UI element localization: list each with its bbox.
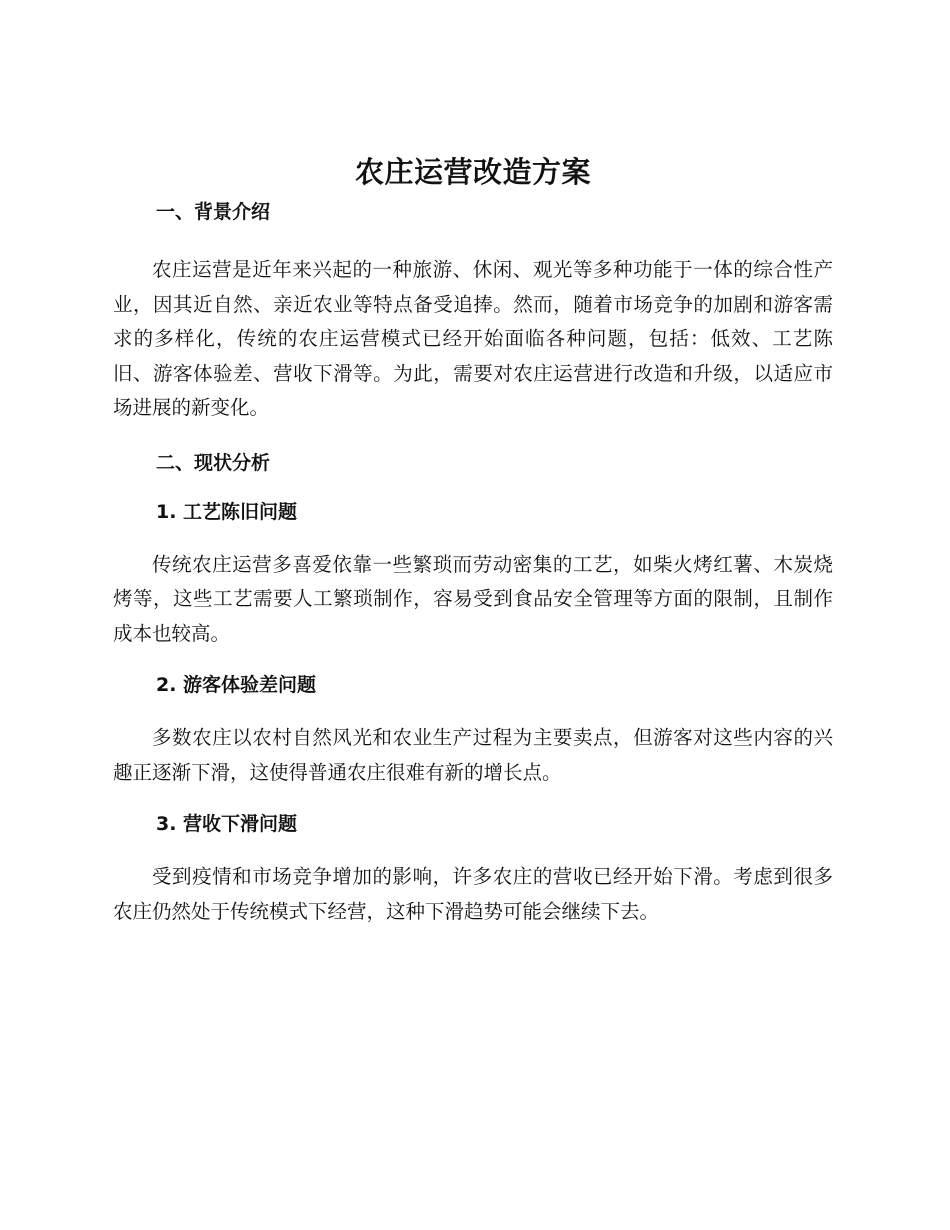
paragraph-revenue-decline: 受到疫情和市场竞争增加的影响，许多农庄的营收已经开始下滑。考虑到很多农庄仍然处于传统模式下经营，这种下滑趋势可能会继续下去。 xyxy=(113,865,833,923)
section-heading-status-analysis: 二、现状分析 xyxy=(156,451,271,474)
paragraph-outdated-process: 传统农庄运营多喜爱依靠一些繁琐而劳动密集的工艺，如柴火烤红薯、木炭烧烤等，这些工艺需要人工繁琐制作，容易受到食品安全管理等方面的限制，且制作成本也较高。 xyxy=(113,552,833,645)
paragraph-background: 农庄运营是近年来兴起的一种旅游、休闲、观光等多种功能于一体的综合性产业，因其近自然、亲近农业等特点备受追捧。然而，随着市场竞争的加剧和游客需求的多样化，传统的农庄运营模式已经开始面临各种问题，包括：低效、工艺陈旧、游客体验差、营收下滑等。为此，需要对农庄运营进行改造和升级，以适应市场进展的新变化。 xyxy=(113,258,833,419)
document-page xyxy=(113,150,833,929)
section-heading-background: 一、背景介绍 xyxy=(156,201,271,223)
subsection-heading-poor-experience: 2. 游客体验差问题 xyxy=(156,674,317,696)
subsection-heading-revenue-decline: 3. 营收下滑问题 xyxy=(156,813,298,835)
subsection-heading-outdated-process: 1. 工艺陈旧问题 xyxy=(156,500,298,523)
paragraph-poor-experience: 多数农庄以农村自然风光和农业生产过程为主要卖点，但游客对这些内容的兴趣正逐渐下滑，这使得普通农庄很难有新的增长点。 xyxy=(113,726,833,784)
document-title: 农庄运营改造方案 xyxy=(354,155,591,189)
